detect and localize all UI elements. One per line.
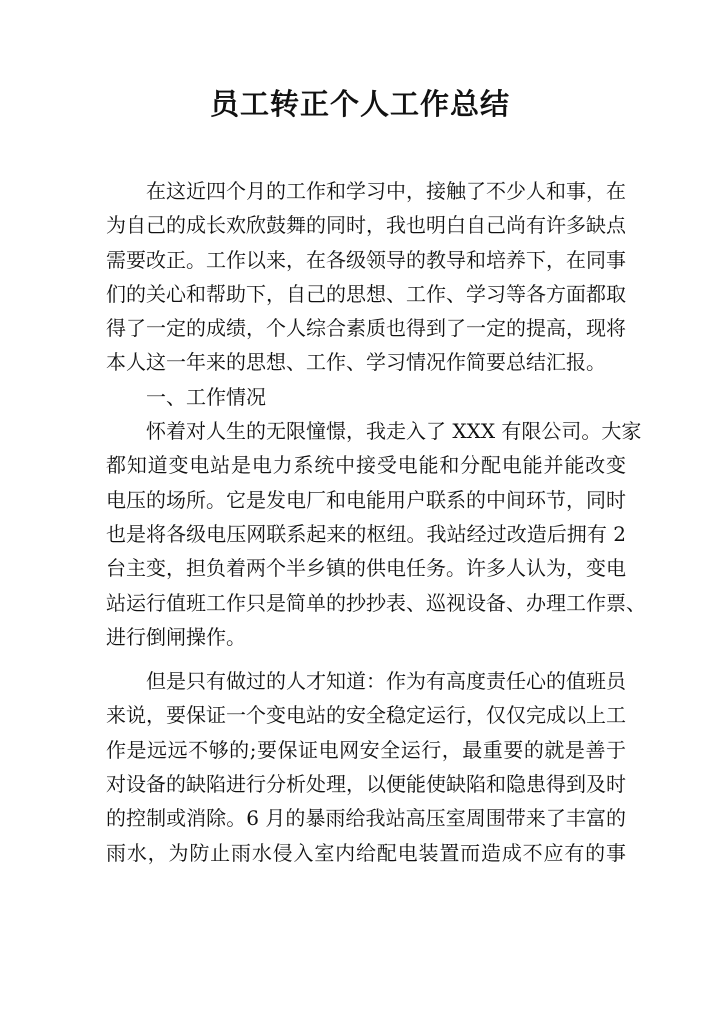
text-line: 电压的场所。它是发电厂和电能用户联系的中间环节，同时: [106, 487, 626, 512]
text-line: 都知道变电站是电力系统中接受电能和分配电能并能改变: [106, 453, 626, 478]
document-body: [106, 174, 646, 870]
text-line: 进行倒闸操作。: [106, 624, 246, 649]
paragraph-spacer: [106, 654, 626, 664]
text-line: 需要改正。工作以来，在各级领导的教导和培养下，在同事: [106, 247, 626, 272]
text-line: 在这近四个月的工作和学习中，接触了不少人和事，在: [146, 179, 626, 203]
text-line: 们的关心和帮助下，自己的思想、工作、学习等各方面都取: [106, 281, 626, 306]
text-line: 得了一定的成绩，个人综合素质也得到了一定的提高，现将: [106, 316, 626, 341]
text-line: 雨水，为防止雨水侵入室内给配电装置而造成不应有的事: [106, 840, 626, 865]
section-heading-text: 一、工作情况: [146, 384, 266, 409]
text-line: 的控制或消除。6 月的暴雨给我站高压室周围带来了丰富的: [106, 806, 626, 831]
text-line: 但是只有做过的人才知道：作为有高度责任心的值班员: [146, 669, 626, 694]
text-line: 站运行值班工作只是简单的抄抄表、巡视设备、办理工作票、: [106, 590, 646, 615]
text-line: 本人这一年来的思想、工作、学习情况作简要总结汇报。: [106, 350, 606, 375]
text-line: 为自己的成长欢欣鼓舞的同时，我也明白自己尚有许多缺点: [106, 213, 626, 238]
text-line: 对设备的缺陷进行分析处理，以便能使缺陷和隐患得到及时: [106, 772, 626, 797]
text-line: 来说，要保证一个变电站的安全稳定运行，仅仅完成以上工: [106, 703, 626, 728]
text-line: 也是将各级电压网联系起来的枢纽。我站经过改造后拥有 2: [106, 521, 626, 546]
text-line: 作是远远不够的;要保证电网安全运行，最重要的就是善于: [106, 737, 626, 762]
paragraph-work: [106, 414, 646, 654]
paragraph-intro: [106, 174, 626, 380]
document-title: 员工转正个人工作总结: [209, 87, 510, 121]
section-heading: [106, 380, 626, 414]
text-line: 台主变，担负着两个半乡镇的供电任务。许多人认为，变电: [106, 556, 626, 581]
paragraph-duty: [106, 664, 626, 870]
text-line: 怀着对人生的无限憧憬，我走入了 XXX 有限公司。大家: [146, 419, 642, 444]
